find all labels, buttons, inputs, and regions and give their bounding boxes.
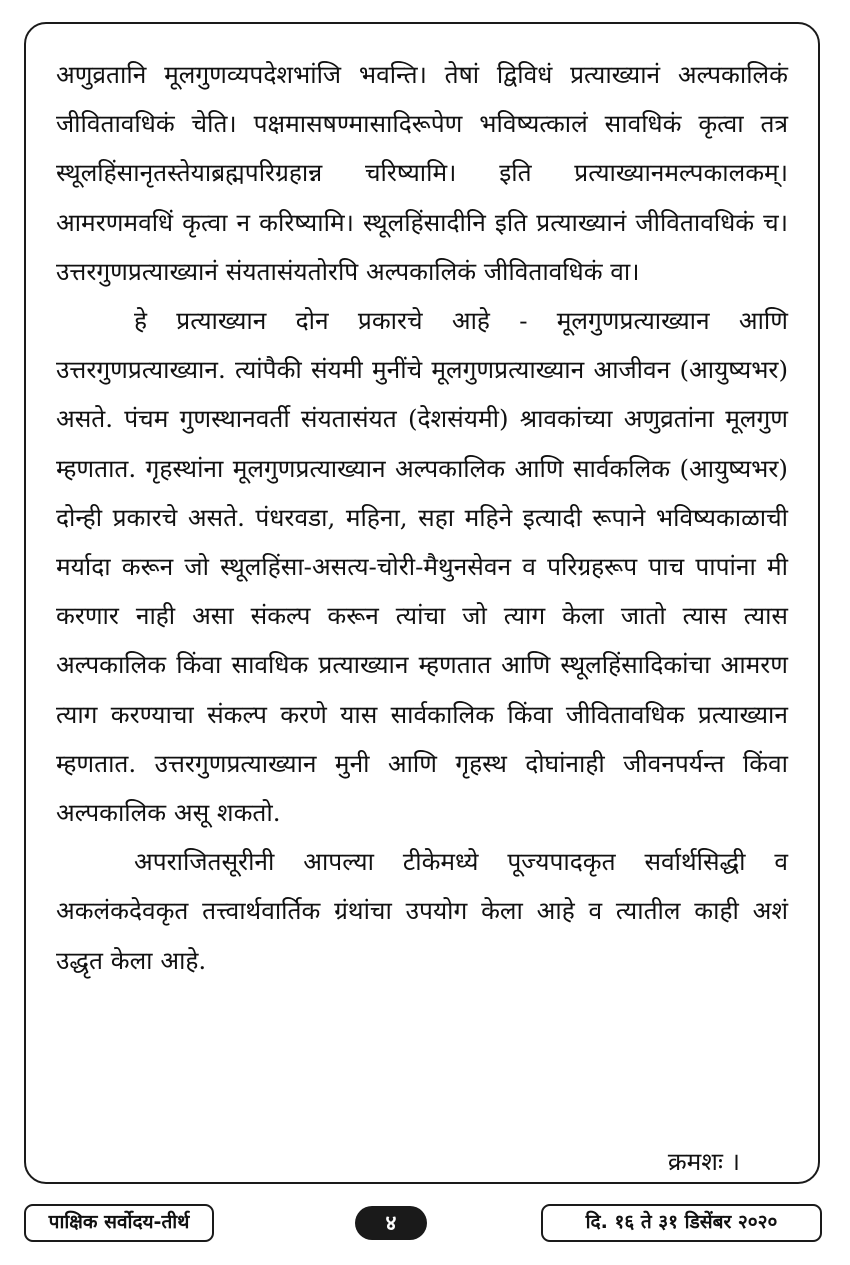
- to-be-continued-note: क्रमशः ।: [667, 1147, 740, 1176]
- issue-date-box: दि. १६ ते ३१ डिसेंबर २०२०: [541, 1204, 822, 1242]
- page-number-badge: ४: [355, 1206, 427, 1240]
- body-text: [56, 50, 788, 985]
- marathi-paragraph-2: अपराजितसूरीनी आपल्या टीकेमध्ये पूज्यपादकृत सर्वार्थसिद्धी व अकलंकदेवकृत तत्त्वार्थवार्तिक ग्रंथांचा उपयोग केला आहे व त्यातील काही अशं उद्धृत केला आहे.: [56, 847, 788, 975]
- content-frame: [24, 22, 820, 1184]
- sanskrit-paragraph: अणुव्रतानि मूलगुणव्यपदेशभांजि भवन्ति। तेषां द्विविधं प्रत्याख्यानं अल्पकालिकं जीवितावधिकं चेति। पक्षमासषण्मासादिरूपेण भविष्यत्कालं सावधिकं कृत्वा तत्र स्थूलहिंसानृतस्तेयाब्रह्मपरिग्रहान्न चरिष्यामि। इति प्रत्याख्यानमल्पकालकम्। आमरणमवधिं कृत्वा न करिष्यामि। स्थूलहिंसादीनि इति प्रत्याख्यानं जीवितावधिकं च। उत्तरगुणप्रत्याख्यानं संयतासंयतोरपि अल्पकालिकं जीवितावधिकं वा।: [56, 60, 788, 286]
- marathi-paragraph-1: हे प्रत्याख्यान दोन प्रकारचे आहे - मूलगुणप्रत्याख्यान आणि उत्तरगुणप्रत्याख्यान. त्यांपैकी संयमी मुनींचे मूलगुणप्रत्याख्यान आजीवन (आयुष्यभर) असते. पंचम गुणस्थानवर्ती संयतासंयत (देशसंयमी) श्रावकांच्या अणुव्रतांना मूलगुण म्हणतात. गृहस्थांना मूलगुणप्रत्याख्यान अल्पकालिक आणि सार्वकलिक (आयुष्यभर) दोन्ही प्रकारचे असते. पंधरवडा, महिना, सहा महिने इत्यादी रूपाने भविष्यकाळाची मर्यादा करून जो स्थूलहिंसा-असत्य-चोरी-मैथुनसेवन व परिग्रहरूप पाच पापांना मी करणार नाही असा संकल्प करून त्यांचा जो त्याग केला जातो त्यास त्यास अल्पकालिक किंवा सावधिक प्रत्याख्यान म्हणतात आणि स्थूलहिंसादिकांचा आमरण त्याग करण्याचा संकल्प करणे यास सार्वकालिक किंवा जीवितावधिक प्रत्याख्यान म्हणतात. उत्तरगुणप्रत्याख्यान मुनी आणि गृहस्थ दोघांनाही जीवनपर्यन्त किंवा अल्पकालिक असू शकतो.: [56, 306, 788, 828]
- publication-name-box: पाक्षिक सर्वोदय-तीर्थ: [24, 1204, 214, 1242]
